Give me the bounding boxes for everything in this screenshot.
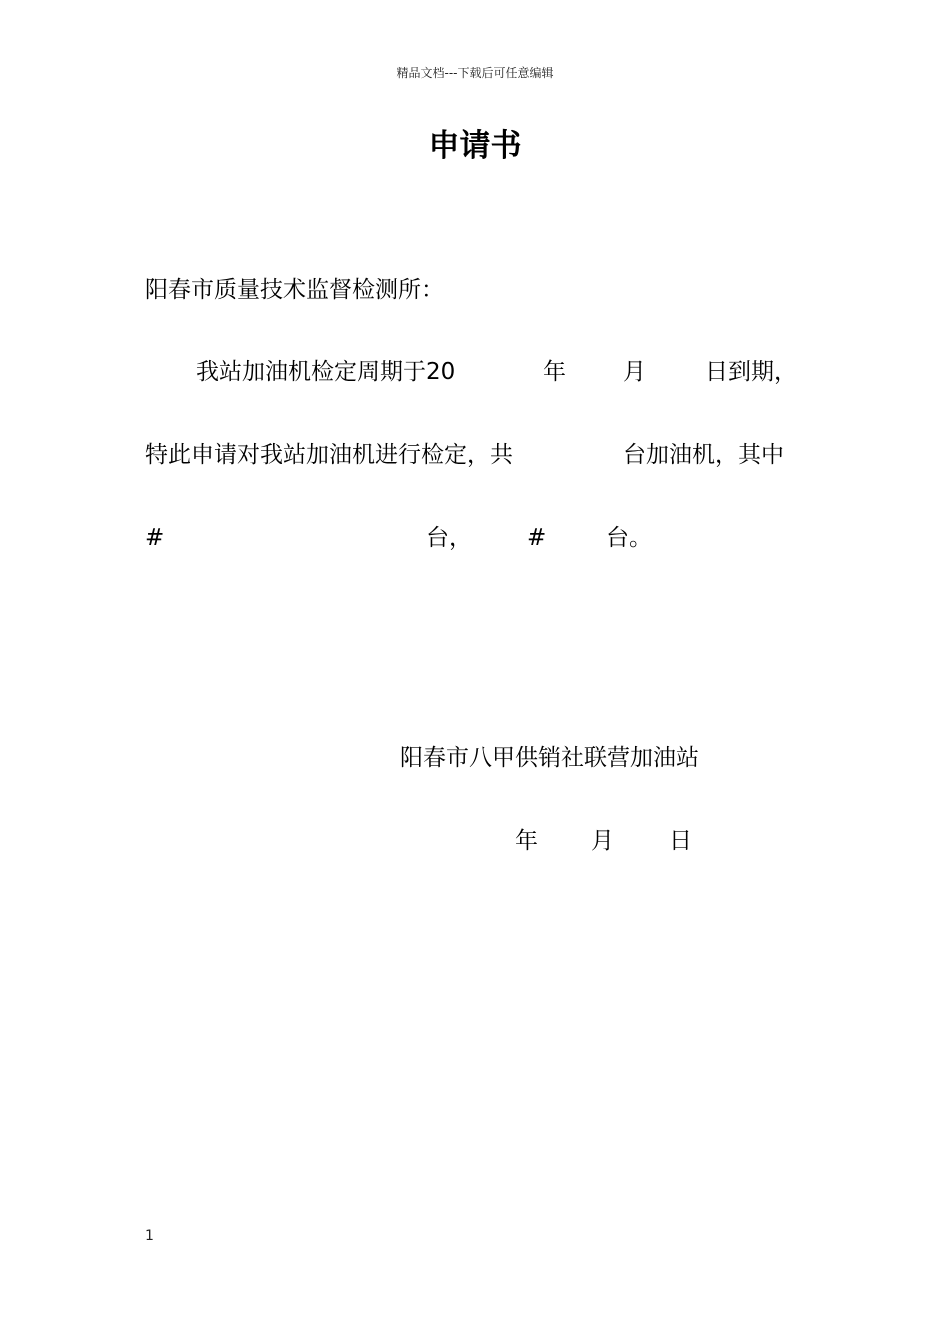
paragraph-line1-start: 我站加油机检定周期于20 bbox=[196, 359, 456, 385]
paragraph-line1-day-end: 日到期， bbox=[705, 359, 797, 385]
date-month: 月 bbox=[591, 828, 614, 854]
document-title: 申请书 bbox=[428, 128, 522, 164]
date-day: 日 bbox=[669, 828, 692, 854]
paragraph-line3-unit2: 台。 bbox=[606, 525, 652, 551]
page-number: 1 bbox=[145, 1228, 154, 1244]
paragraph-line2-end: 台加油机，其中 bbox=[623, 442, 784, 468]
recipient-line: 阳春市质量技术监督检测所： bbox=[145, 277, 444, 303]
date-year: 年 bbox=[515, 828, 538, 854]
paragraph-line2-start: 特此申请对我站加油机进行检定，共 bbox=[145, 442, 513, 468]
paragraph-line3-unit1: 台， bbox=[426, 525, 472, 551]
paragraph-line1-month: 月 bbox=[623, 359, 646, 385]
paragraph-line1-year: 年 bbox=[543, 359, 566, 385]
signer-name: 阳春市八甲供销社联营加油站 bbox=[400, 745, 699, 771]
paragraph-line3-hash2: # bbox=[527, 525, 547, 551]
paragraph-line3-hash1: # bbox=[145, 525, 165, 551]
header-note: 精品文档---下载后可任意编辑 bbox=[396, 66, 554, 80]
